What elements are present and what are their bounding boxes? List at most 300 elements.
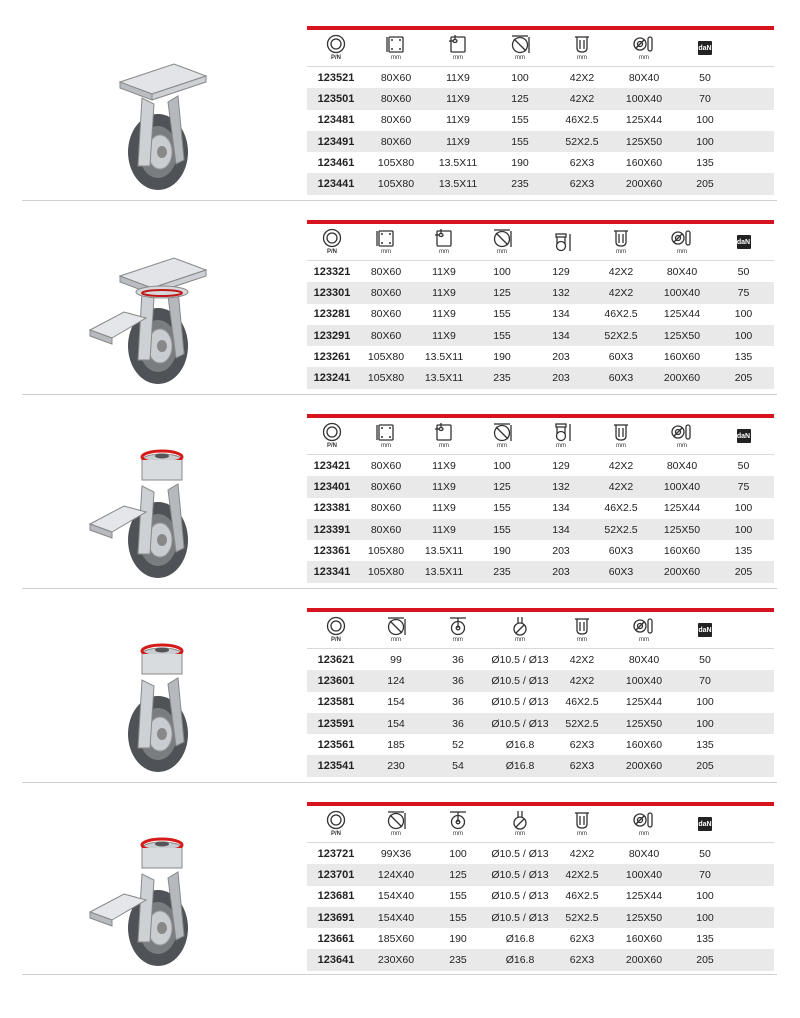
header-cell [651,422,713,450]
spec-table [307,414,774,583]
spec-value: 13.5X11 [438,178,478,191]
spec-value: 125 [493,286,511,299]
spec-value: 62X3 [569,738,595,751]
part-number: 123681 [317,890,355,903]
table-row [307,282,774,303]
spec-value: 100 [734,502,753,515]
bolt-hole-icon [433,422,455,442]
spec-value: 11X9 [446,92,470,105]
spec-value: 205 [696,954,714,967]
spec-value: 13.5X11 [438,156,478,169]
spec-value: 135 [696,932,714,945]
ring-icon [325,616,347,636]
table-row [307,864,774,885]
spec-value: 155 [493,329,511,342]
spec-value: 42X2 [608,480,634,493]
header-cell [489,810,551,838]
table-row [307,928,774,949]
spec-value: 80X40 [628,847,660,860]
spec-value: 11X9 [446,135,470,148]
table-row [307,110,774,131]
spec-value: 155 [511,135,529,148]
spec-value: 134 [552,523,570,536]
spec-value: 80X60 [380,114,412,127]
spec-value: 54 [452,760,464,773]
header-cell [307,422,357,450]
header-cell [613,34,675,62]
spec-value: 125X50 [625,911,663,924]
part-number: 123591 [317,717,355,730]
part-number: 123721 [317,847,355,860]
header-unit: mm [639,55,649,61]
header-cell [365,810,427,838]
spec-value: 42X2 [608,286,634,299]
spec-value: Ø10.5 / Ø13 [491,868,549,881]
header-cell [713,235,774,249]
spec-value: 11X9 [432,329,456,342]
section-divider [22,974,777,975]
spec-value: Ø16.8 [505,954,535,967]
spec-value: 205 [696,178,714,191]
spec-value: 190 [493,350,511,363]
spec-value: 42X2 [608,459,634,472]
spec-value: 200X60 [625,178,663,191]
spec-value: 200X60 [663,372,701,385]
table-header [307,612,774,649]
header-cell [307,810,365,838]
spec-value: 100 [696,890,714,903]
table-row [307,173,774,194]
plate-size-icon [385,34,407,54]
spec-value: 160X60 [625,932,663,945]
spec-value: 105X80 [377,156,415,169]
header-unit: mm [677,443,687,449]
spec-value: 11X9 [432,502,456,515]
spec-value: 132 [552,286,570,299]
spec-value: 155 [493,523,511,536]
header-unit: mm [497,443,507,449]
header-unit: mm [391,831,401,837]
spec-table [307,220,774,389]
part-number: 123241 [313,372,351,385]
spec-value: 203 [552,350,570,363]
header-cell [427,810,489,838]
load-weight-icon: daN [698,623,712,637]
header-cell [489,34,551,62]
part-number: 123661 [317,932,355,945]
part-number: 123361 [313,544,351,557]
spec-value: Ø10.5 / Ø13 [491,717,549,730]
header-unit: mm [439,249,449,255]
table-row [307,907,774,928]
wheel-diameter-icon [491,422,513,442]
header-unit: mm [391,637,401,643]
spec-value: 52X2.5 [565,911,599,924]
spec-value: 154X40 [377,911,415,924]
spec-value: 52X2.5 [565,135,599,148]
header-cell [307,616,365,644]
spec-value: 100 [734,329,753,342]
spec-value: 62X3 [569,932,595,945]
spec-value: 100 [493,459,511,472]
table-row [307,713,774,734]
table-row [307,261,774,282]
spec-value: 205 [696,760,714,773]
header-cell [531,422,591,450]
header-unit: mm [439,443,449,449]
spec-value: 105X80 [377,178,415,191]
spec-value: 13.5X11 [424,566,464,579]
part-number: 123581 [317,696,355,709]
header-unit: mm [639,831,649,837]
table-header [307,224,774,261]
spec-table [307,608,774,777]
table-header [307,30,774,67]
table-row [307,886,774,907]
table-row [307,649,774,670]
header-cell [531,232,591,252]
header-unit: mm [577,55,587,61]
table-header [307,806,774,843]
spec-value: Ø10.5 / Ø13 [491,674,549,687]
spec-value: Ø16.8 [505,932,535,945]
spec-value: 80X40 [666,265,698,278]
part-number: 123381 [313,502,351,515]
spec-value: 124X40 [377,868,415,881]
spec-value: 160X60 [663,544,701,557]
part-number: 123321 [313,265,351,278]
ring-icon [321,228,343,248]
spec-value: 80X60 [380,135,412,148]
spec-value: 125 [493,480,511,493]
section-divider [22,200,777,201]
spec-value: 50 [699,71,711,84]
spec-value: 134 [552,329,570,342]
part-number: 123341 [313,566,351,579]
header-cell [357,422,415,450]
spec-value: 80X60 [370,523,402,536]
spec-value: 235 [511,178,529,191]
spec-value: 80X60 [370,265,402,278]
spec-value: 190 [511,156,529,169]
bolt-diameter-icon [509,810,531,830]
spec-value: 42X2.5 [565,868,599,881]
section-divider [22,588,777,589]
spec-value: 185 [387,738,405,751]
part-number: 123541 [317,760,355,773]
spec-value: 52X2.5 [604,329,638,342]
spec-value: 155 [493,502,511,515]
spec-value: 52 [452,738,464,751]
table-row [307,88,774,109]
swivel-castor-bolt-image [80,630,220,780]
spec-value: 125X44 [625,890,663,903]
spec-value: 36 [452,696,464,709]
bolt-diameter-icon [509,616,531,636]
header-unit: P/N [330,637,341,643]
spec-value: 125X50 [625,717,663,730]
header-unit: mm [515,831,525,837]
bolt-hole-icon [447,34,469,54]
wheel-diameter-icon [385,810,407,830]
fixed-castor-wheel-image [80,48,220,198]
wheel-hub-icon [633,34,655,54]
spec-value: 80X40 [666,459,698,472]
spec-value: 200X60 [625,760,663,773]
table-row [307,346,774,367]
spec-value: 135 [696,156,714,169]
spec-value: 46X2.5 [604,502,638,515]
header-cell [613,616,675,644]
spec-value: 80X40 [628,71,660,84]
spec-value: 62X3 [569,156,595,169]
spec-value: 134 [552,308,570,321]
offset-icon [447,616,469,636]
table-row [307,131,774,152]
spec-value: 11X9 [446,114,470,127]
spec-value: 80X60 [370,480,402,493]
spec-value: 60X3 [608,350,634,363]
ring-icon [325,810,347,830]
spec-value: 100X40 [625,92,663,105]
spec-value: 100 [493,265,511,278]
ring-icon [321,422,343,442]
spec-value: 50 [737,265,750,278]
part-number: 123621 [317,653,355,666]
spec-value: 46X2.5 [604,308,638,321]
spec-value: Ø10.5 / Ø13 [491,911,549,924]
swivel-brake-castor-bolt-image [80,436,220,586]
spec-value: 129 [552,265,570,278]
wheel-width-icon [571,616,593,636]
part-number: 123281 [313,308,351,321]
spec-value: 80X60 [370,502,402,515]
spec-value: 125X44 [625,114,663,127]
ring-icon [325,34,347,54]
header-unit: mm [556,443,566,449]
header-cell [591,228,651,256]
header-cell [473,228,531,256]
wheel-width-icon [610,422,632,442]
load-weight-icon: daN [698,41,712,55]
plate-size-icon [375,422,397,442]
spec-value: 160X60 [625,738,663,751]
table-row [307,152,774,173]
header-unit: mm [497,249,507,255]
spec-value: 11X9 [432,265,456,278]
spec-value: 125X50 [663,523,701,536]
header-unit: P/N [326,249,337,255]
spec-value: 154 [387,717,405,730]
load-weight-icon: daN [698,817,712,831]
swivel-brake-castor-bolt-small-image [80,824,220,974]
spec-value: 100 [734,523,753,536]
spec-value: 100X40 [663,286,701,299]
wheel-diameter-icon [385,616,407,636]
header-unit: P/N [330,831,341,837]
header-unit: mm [453,637,463,643]
part-number: 123461 [317,156,355,169]
wheel-hub-icon [671,228,693,248]
spec-value: 75 [737,286,750,299]
header-cell [357,228,415,256]
spec-value: 160X60 [625,156,663,169]
spec-value: 80X60 [370,459,402,472]
part-number: 123301 [313,286,351,299]
spec-value: 62X3 [569,954,595,967]
header-cell [365,616,427,644]
spec-value: 235 [493,566,511,579]
spec-value: 129 [552,459,570,472]
spec-value: 36 [452,674,464,687]
spec-value: 105X80 [367,544,405,557]
spec-value: Ø16.8 [505,760,535,773]
spec-value: 124 [387,674,405,687]
spec-value: 135 [734,544,753,557]
table-header [307,418,774,455]
wheel-width-icon [610,228,632,248]
table-row [307,692,774,713]
spec-value: 100X40 [625,674,663,687]
spec-value: 42X2 [569,653,595,666]
spec-value: 155 [511,114,529,127]
header-unit: mm [391,55,401,61]
table-row [307,755,774,776]
spec-value: 154X40 [377,890,415,903]
spec-value: 62X3 [569,760,595,773]
spec-value: 155 [449,890,467,903]
header-unit: P/N [326,443,337,449]
spec-value: 100X40 [625,868,663,881]
spec-value: 13.5X11 [424,372,464,385]
part-number: 123261 [313,350,351,363]
spec-value: 235 [493,372,511,385]
wheel-diameter-icon [491,228,513,248]
spec-value: 11X9 [432,286,456,299]
spec-value: 100 [734,308,753,321]
spec-value: 100 [696,717,714,730]
spec-value: 125X50 [625,135,663,148]
spec-value: 46X2.5 [565,114,599,127]
spec-value: Ø10.5 / Ø13 [491,847,549,860]
spec-value: 155 [449,911,467,924]
header-cell [307,228,357,256]
part-number: 123481 [317,114,355,127]
spec-value: 132 [552,480,570,493]
spec-value: 50 [737,459,750,472]
table-row [307,561,774,582]
spec-value: 60X3 [608,544,634,557]
spec-value: 105X80 [367,350,405,363]
part-number: 123491 [317,135,355,148]
header-cell [675,41,735,55]
header-unit: mm [616,443,626,449]
spec-value: 52X2.5 [604,523,638,536]
wheel-hub-icon [633,810,655,830]
section-divider [22,782,777,783]
spec-value: 100X40 [663,480,701,493]
spec-value: 125 [449,868,467,881]
load-weight-icon: daN [737,429,751,443]
header-unit: mm [577,831,587,837]
spec-table [307,802,774,971]
spec-value: 100 [696,696,714,709]
wheel-width-icon [571,34,593,54]
spec-value: 46X2.5 [565,890,599,903]
spec-value: 203 [552,566,570,579]
header-cell [675,817,735,831]
spec-value: 235 [449,954,467,967]
header-unit: mm [515,55,525,61]
table-row [307,843,774,864]
spec-value: 80X40 [628,653,660,666]
spec-value: 154 [387,696,405,709]
header-cell [307,34,365,62]
table-row [307,734,774,755]
spec-value: 200X60 [663,566,701,579]
spec-value: 80X60 [370,286,402,299]
header-cell [473,422,531,450]
part-number: 123521 [317,71,355,84]
spec-value: 230X60 [377,954,415,967]
spec-value: 80X60 [370,308,402,321]
header-unit: mm [577,637,587,643]
spec-value: 11X9 [446,71,470,84]
table-row [307,325,774,346]
spec-value: 42X2 [569,92,595,105]
table-row [307,476,774,497]
spec-value: Ø10.5 / Ø13 [491,653,549,666]
part-number: 123421 [313,459,351,472]
header-cell [427,616,489,644]
header-cell [365,34,427,62]
header-unit: mm [677,249,687,255]
part-number: 123441 [317,178,355,191]
spec-value: 99X36 [380,847,412,860]
table-row [307,304,774,325]
part-number: 123701 [317,868,355,881]
spec-value: 230 [387,760,405,773]
table-row [307,540,774,561]
spec-value: 36 [452,717,464,730]
header-cell [415,422,473,450]
swivel-brake-castor-plate-image [80,242,220,392]
spec-value: 190 [449,932,467,945]
spec-value: 42X2 [608,265,634,278]
header-unit: mm [453,55,463,61]
header-cell [551,616,613,644]
spec-value: Ø16.8 [505,738,535,751]
table-row [307,367,774,388]
spec-value: 100 [696,114,714,127]
spec-value: Ø10.5 / Ø13 [491,696,549,709]
wheel-diameter-icon [509,34,531,54]
part-number: 123601 [317,674,355,687]
spec-value: 125X44 [663,502,701,515]
header-cell [713,429,774,443]
spec-value: 125 [511,92,529,105]
header-cell [427,34,489,62]
table-row [307,498,774,519]
spec-value: 80X60 [380,71,412,84]
height-icon [550,232,572,252]
spec-value: 42X2 [569,674,595,687]
spec-value: 50 [699,847,711,860]
wheel-hub-icon [671,422,693,442]
spec-value: 80X60 [380,92,412,105]
spec-value: 100 [696,911,714,924]
wheel-hub-icon [633,616,655,636]
